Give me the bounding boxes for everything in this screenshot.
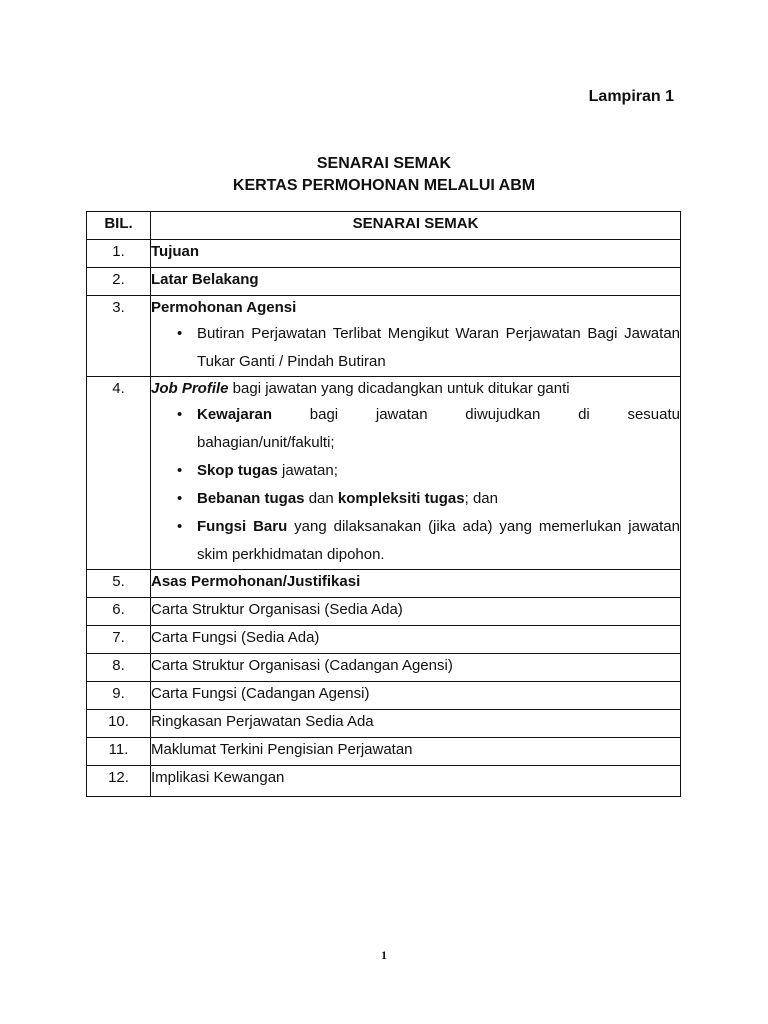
column-header-bil: BIL. <box>87 212 151 240</box>
row-item: Carta Fungsi (Cadangan Agensi) <box>151 682 681 710</box>
bullet-icon: • <box>177 406 183 423</box>
row-item: Carta Struktur Organisasi (Cadangan Agensi) <box>151 654 681 682</box>
row-number: 1. <box>87 240 151 268</box>
bullet-bold: kompleksiti tugas <box>337 490 465 507</box>
title-line-1: SENARAI SEMAK <box>316 155 452 172</box>
row-number: 3. <box>87 296 151 377</box>
bullet-text: jawatan; <box>277 462 338 479</box>
row-item: Asas Permohonan/Justifikasi <box>151 570 681 598</box>
table-row <box>87 654 681 682</box>
row-item: Carta Struktur Organisasi (Sedia Ada) <box>151 598 681 626</box>
bullet-text: yang dilaksanakan (jika ada) yang memerlukan jawatan skim perkhidmatan dipohon. <box>197 518 680 563</box>
bullet-bold: Skop tugas <box>197 462 278 479</box>
bullet-icon: • <box>177 325 183 342</box>
list-item <box>151 457 680 485</box>
row-number: 7. <box>87 626 151 654</box>
bullet-line: bahagian/unit/fakulti; <box>197 434 335 451</box>
row-number: 9. <box>87 682 151 710</box>
list-item <box>151 320 680 376</box>
row-number: 12. <box>87 766 151 797</box>
table-row <box>87 626 681 654</box>
row-item: Carta Fungsi (Sedia Ada) <box>151 626 681 654</box>
row-item: Implikasi Kewangan <box>151 766 681 797</box>
checklist-table <box>86 211 681 797</box>
bullet-text: ; dan <box>464 490 498 507</box>
row-item: Maklumat Terkini Pengisian Perjawatan <box>151 738 681 766</box>
row-number: 5. <box>87 570 151 598</box>
document-title <box>0 153 768 197</box>
bullet-bold: Bebanan tugas <box>197 490 305 507</box>
title-line-2: KERTAS PERMOHONAN MELALUI ABM <box>232 177 536 194</box>
list-item <box>151 513 680 569</box>
page-number: 1 <box>381 948 387 962</box>
table-row <box>87 377 681 570</box>
bullet-list <box>151 320 680 376</box>
table-row <box>87 710 681 738</box>
bullet-bold: Kewajaran <box>197 406 273 423</box>
row-number: 10. <box>87 710 151 738</box>
row-number: 6. <box>87 598 151 626</box>
table-row <box>87 598 681 626</box>
list-item <box>151 401 680 457</box>
row-item: Latar Belakang <box>151 268 681 296</box>
row-item <box>151 377 681 570</box>
bullet-bold: Fungsi Baru <box>197 518 288 535</box>
bullet-line <box>197 401 680 429</box>
bullet-icon: • <box>177 518 183 535</box>
row-item: Ringkasan Perjawatan Sedia Ada <box>151 710 681 738</box>
table-row <box>87 296 681 377</box>
list-item <box>151 485 680 513</box>
table-row <box>87 268 681 296</box>
row-item: Tujuan <box>151 240 681 268</box>
row-number: 4. <box>87 377 151 570</box>
column-header-senarai-semak: SENARAI SEMAK <box>151 212 681 240</box>
table-row <box>87 766 681 797</box>
row-item-heading: Permohonan Agensi <box>151 299 297 316</box>
bullet-text: dan <box>304 490 338 507</box>
bullet-text: Butiran Perjawatan Terlibat Mengikut Waran Perjawatan Bagi Jawatan Tukar Ganti / Pindah Butiran <box>197 325 680 370</box>
table-row <box>87 738 681 766</box>
bullet-text: bagi jawatan diwujudkan di sesuatu <box>309 406 680 423</box>
row-number: 8. <box>87 654 151 682</box>
bullet-icon: • <box>177 490 183 507</box>
bullet-list <box>151 401 680 569</box>
row-number: 2. <box>87 268 151 296</box>
attachment-label: Lampiran 1 <box>588 88 674 105</box>
bullet-icon: • <box>177 462 183 479</box>
table-row <box>87 240 681 268</box>
table-row <box>87 682 681 710</box>
table-row <box>87 570 681 598</box>
heading-rest: bagi jawatan yang dicadangkan untuk ditukar ganti <box>228 380 570 397</box>
row-item-heading <box>151 377 680 401</box>
row-number: 11. <box>87 738 151 766</box>
job-profile-term: Job Profile <box>151 380 229 397</box>
row-item <box>151 296 681 377</box>
